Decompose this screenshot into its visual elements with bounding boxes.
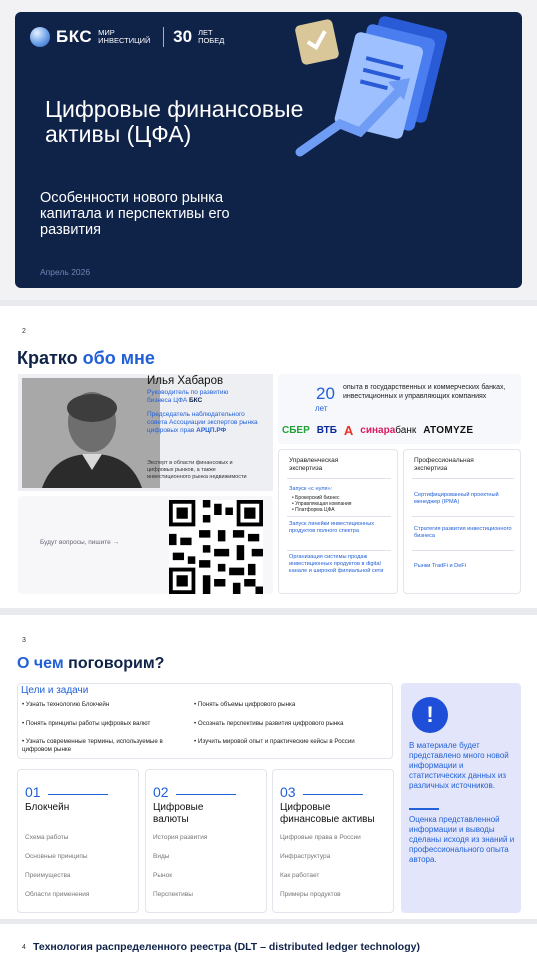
launch-item-text: Платформа ЦФА — [295, 507, 335, 513]
topic-card-digital-assets — [272, 769, 394, 913]
qr-code[interactable] — [168, 500, 264, 594]
logo-years: 30 — [173, 27, 193, 46]
goal-item: • Узнать технологию Блокчейн — [22, 701, 110, 708]
topic-item: Области применения — [25, 891, 90, 898]
speaker-role — [147, 389, 252, 405]
card-heading: Профессиональная экспертиза — [414, 457, 474, 472]
goal-item: • Узнать современные термины, используемые в цифровом рынке — [22, 738, 163, 753]
professional-expertise-card — [403, 449, 521, 594]
topic-item: Преимущества — [25, 872, 71, 879]
goals-box — [17, 683, 393, 759]
topic-card-digital-currencies — [145, 769, 267, 913]
heading-part-a: Кратко — [17, 348, 78, 368]
prof-item: Рынки TradFi и DeFi — [414, 563, 466, 569]
topic-number: 01 — [25, 784, 41, 800]
heading-part-a: О чем — [17, 655, 64, 672]
slide-1 — [0, 0, 537, 300]
divider — [412, 478, 514, 479]
page-title: Цифровые финансовые активы (ЦФА) — [45, 96, 304, 147]
goal-text: Узнать современные термины, используемые в цифровом рынке — [22, 738, 163, 753]
slide-title: Технология распределенного реестра (DLT – distributed ledger technology) — [33, 941, 420, 953]
slide-number: 4 — [22, 944, 26, 951]
slide-heading — [17, 655, 164, 673]
card-heading: Управленческая экспертиза — [289, 457, 339, 472]
goal-item: • Осознать перспективы развития цифрового рынка — [194, 720, 344, 727]
logo-main: БКС — [56, 27, 93, 46]
goal-text: Понять принципы работы цифровых валют — [25, 720, 151, 727]
goal-text: Узнать технологию Блокчейн — [25, 701, 110, 708]
topic-item: Цифровые права в России — [280, 834, 361, 841]
divider — [287, 478, 391, 479]
goal-item: • Понять принципы работы цифровых валют — [22, 720, 151, 727]
note-divider — [409, 808, 439, 810]
divider — [412, 516, 514, 517]
product-line-item: Запуск линейки инвестиционных продуктов полного спектра — [289, 521, 375, 534]
experience-unit: лет — [315, 404, 328, 413]
topic-item: Рынок — [153, 872, 173, 879]
goal-text: Изучить мировой опыт и практические кейсы в России — [197, 738, 355, 745]
goal-item: • Понять объемы цифрового рынка — [194, 701, 296, 708]
goal-item: • Изучить мировой опыт и практические кейсы в России — [194, 738, 355, 745]
topic-item: Основные принципы — [25, 853, 88, 860]
logo-sub: МИР ИНВЕСТИЦИЙ — [98, 28, 151, 45]
topic-item: История развития — [153, 834, 208, 841]
divider — [412, 550, 514, 551]
qr-prompt: Будут вопросы, пишите → — [40, 539, 120, 546]
logo-years-sub: ЛЕТ ПОБЕД — [198, 28, 225, 45]
sinara-bank: банк — [395, 425, 417, 436]
slide-number: 2 — [22, 328, 26, 335]
slide-heading — [17, 348, 155, 369]
topic-number: 03 — [280, 784, 296, 800]
slide-2 — [0, 306, 537, 608]
speaker-name: Илья Хабаров — [147, 375, 224, 387]
management-expertise-card — [278, 449, 398, 594]
atomyze-logo: ATOMYZE — [423, 425, 474, 436]
goals-heading: Цели и задачи — [21, 685, 89, 696]
sber-logo: СБЕР — [282, 425, 310, 436]
topic-title: Цифровые финансовые активы — [280, 802, 375, 825]
topic-rule — [48, 794, 108, 795]
divider — [287, 550, 391, 551]
topic-card-blockchain — [17, 769, 139, 913]
experience-text: опыта в государственных и коммерческих банках, инвестиционных и управляющих компаниях — [343, 384, 506, 400]
portrait-image — [22, 378, 160, 488]
prof-item: Стратегия развития инвестиционного бизнеса — [414, 526, 512, 539]
speaker-expertise: Эксперт в области финансовых и цифровых рынков, а также инвестиционного рынка недвижимости — [147, 460, 247, 480]
note-text: Оценка представленной информации и выводы сделаны исходя из знаний и профессионального опыта автора. — [409, 815, 515, 864]
bank-logos — [282, 423, 473, 438]
launch-item-text: Брокерский бизнес — [295, 495, 340, 501]
topic-item: Перспективы — [153, 891, 193, 898]
page-subtitle: Особенности нового рынка капитала и перспективы его развития — [40, 190, 230, 238]
launch-item-text: Управляющая компания — [295, 501, 352, 507]
growth-documents-illustration — [290, 12, 470, 162]
topic-item: Как работает — [280, 872, 320, 879]
topic-item: Примеры продуктов — [280, 891, 341, 898]
launch-heading: Запуск «с нуля»: — [289, 486, 333, 492]
slide-3 — [0, 615, 537, 919]
chair-org: АРЦП.РФ — [196, 427, 227, 434]
heading-part-b: обо мне — [82, 348, 155, 368]
experience-card — [278, 374, 521, 444]
divider — [287, 516, 391, 517]
role-text: Руководитель по развитию бизнеса ЦФА — [147, 389, 229, 404]
speaker-chair — [147, 411, 265, 435]
launch-item: • Управляющая компания — [292, 501, 352, 507]
topic-item: Инфраструктура — [280, 853, 331, 860]
goal-text: Понять объемы цифрового рынка — [197, 701, 296, 708]
topic-rule — [176, 794, 236, 795]
contact-card — [18, 496, 273, 594]
slide-number: 3 — [22, 637, 26, 644]
speaker-photo — [22, 378, 160, 488]
launch-item: • Брокерский бизнес — [292, 495, 340, 501]
experience-years: 20 — [316, 384, 335, 403]
topic-rule — [303, 794, 363, 795]
bcs-globe-icon — [30, 27, 50, 47]
sinara-name: синара — [360, 425, 396, 436]
role-logo: БКС — [188, 397, 203, 404]
info-note — [401, 683, 521, 913]
chair-text: Председатель наблюдательного совета Ассоциации экспертов рынка цифровых прав — [147, 411, 258, 434]
topic-title: Цифровые валюты — [153, 802, 204, 825]
heading-part-b: поговорим? — [68, 655, 165, 672]
sales-system-item: Организация системы продаж инвестиционных продуктов в digital канале и широкой филиальной сети — [289, 554, 384, 574]
date-label: Апрель 2026 — [40, 267, 91, 277]
topic-title: Блокчейн — [25, 802, 70, 813]
launch-item: • Платформа ЦФА — [292, 507, 335, 513]
goal-text: Осознать перспективы развития цифрового рынка — [197, 720, 344, 727]
exclamation-icon: ! — [412, 697, 448, 733]
vtb-logo: ВТБ — [316, 425, 337, 436]
topic-item: Схема работы — [25, 834, 69, 841]
topic-number: 02 — [153, 784, 169, 800]
note-text: В материале будет представлено много новой информации и статистических данных из различных источников. — [409, 741, 509, 790]
sinara-logo — [360, 425, 416, 436]
topic-item: Виды — [153, 853, 170, 860]
logo-divider — [163, 27, 164, 47]
bcs-logo — [30, 27, 226, 47]
alfa-logo: А — [343, 423, 354, 438]
slide-4 — [0, 924, 537, 969]
prof-item: Сертифицированный проектный менеджер (IPMA) — [414, 492, 499, 505]
